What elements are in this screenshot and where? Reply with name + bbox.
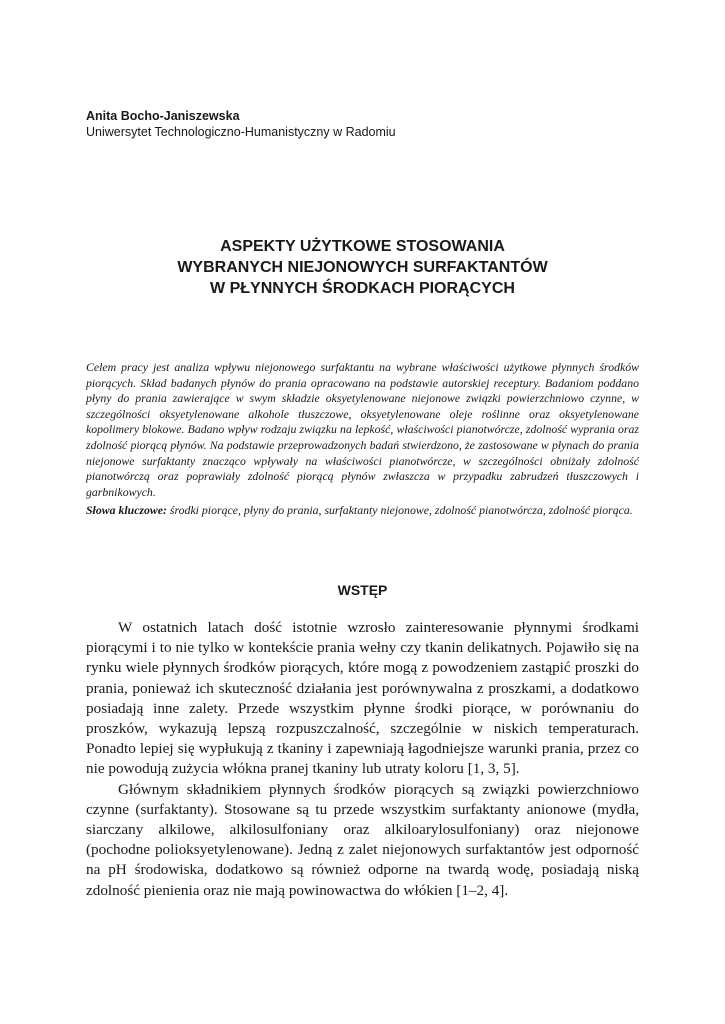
title-line-2: WYBRANYCH NIEJONOWYCH SURFAKTANTÓW bbox=[177, 259, 548, 276]
body-text bbox=[86, 618, 639, 901]
keywords-label: Słowa kluczowe: bbox=[86, 503, 167, 518]
section-heading: WSTĘP bbox=[337, 582, 388, 598]
keywords-list: środki piorące, płyny do prania, surfaktanty niejonowe, zdolność pianotwórcza, zdolność piorąca. bbox=[166, 503, 633, 518]
paragraph-2: Głównym składnikiem płynnych środków piorących są związki powierzchniowo czynne (surfaktanty). Stosowane są tu przede wszystkim surfaktanty anionowe (mydła, siarczany alkilowe, alkilosulfoniany oraz alkiloarylosulfoniany) oraz niejonowe (pochodne polioksyetylenowane). Jedną z zalet niejonowych surfaktantów jest odporność na pH środowiska, dodatkowo są również odporne na twardą wodę, posiadają niską zdolność pienienia oraz nie mają powinowactwa do włókien [1–2, 4]. bbox=[86, 780, 639, 899]
title-line-1: ASPEKTY UŻYTKOWE STOSOWANIA bbox=[220, 238, 505, 255]
author-name: Anita Bocho-Janiszewska bbox=[86, 109, 240, 123]
paper-title bbox=[86, 236, 639, 299]
keywords bbox=[86, 503, 639, 519]
title-line-3: W PŁYNNYCH ŚRODKACH PIORĄCYCH bbox=[210, 280, 515, 297]
abstract-text: Celem pracy jest analiza wpływu niejonowego surfaktantu na wybrane właściwości użytkowe płynnych środków piorących. Skład badanych płynów do prania opracowano na podstawie autorskiej receptury. Badaniom poddano płyny do prania zawierające w swym składzie oksyetylenowane niejonowe związki powierzchniowo czynne, w szczególności oksyetylenowane alkohole tłuszczowe, oksyetylenowane oleje roślinne oraz oksyetylenowane kopolimery blokowe. Badano wpływ rodzaju związku na lepkość, właściwości pianotwórcze, zdolność wyprania oraz zdolność piorącą płynów. Na podstawie przeprowadzonych badań stwierdzono, że zastosowane w płynach do prania niejonowe surfaktanty znacząco wpływały na właściwości pianotwórcze, w szczególności obniżały zdolność pianotwórczą oraz poprawiały zdolność piorącą płynów zwłaszcza w przypadku zabrudzeń tłuszczowych i garbnikowych. bbox=[86, 360, 639, 499]
abstract bbox=[86, 360, 639, 519]
paragraph-1: W ostatnich latach dość istotnie wzrosło zainteresowanie płynnymi środkami piorącymi i to nie tylko w kontekście prania wełny czy tkanin delikatnych. Pojawiło się na rynku wiele płynnych środków piorących, które mogą z powodzeniem zastąpić proszki do prania, ponieważ ich skuteczność działania jest porównywalna z proszkami, a dodatkowo posiadają inne zalety. Przede wszystkim płynne środki piorące, w porównaniu do proszków, wykazują lepszą rozpuszczalność, szczególnie w niskich temperaturach. Ponadto lepiej się wypłukują z tkaniny i zapewniają łagodniejsze warunki prania, przez co nie powodują zużycia włókna pranej tkaniny lub utraty koloru [1, 3, 5]. bbox=[86, 619, 639, 778]
author-affiliation: Uniwersytet Technologiczno-Humanistyczny w Radomiu bbox=[86, 125, 396, 139]
